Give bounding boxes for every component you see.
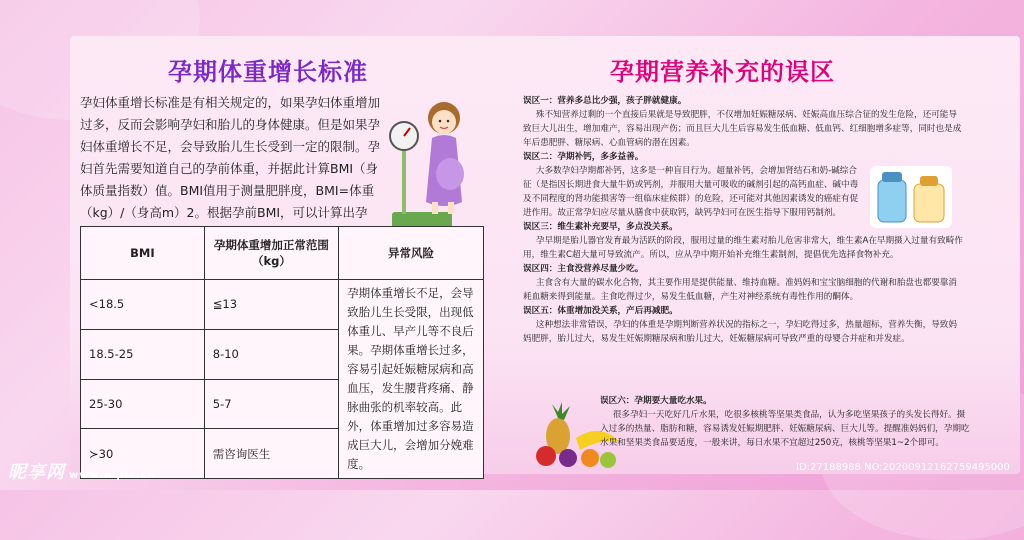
watermark-url: www.nipic.cn — [69, 470, 156, 481]
watermark-logo — [8, 458, 156, 484]
header-risk: 异常风险 — [339, 227, 484, 280]
bmi-weight-table — [80, 226, 484, 479]
table-row — [81, 280, 484, 330]
header-range: 孕期体重增加正常范围（kg） — [204, 227, 338, 280]
section-heading: 误区四：主食没营养尽量少吃。 — [523, 264, 644, 274]
cell-range: 5-7 — [204, 379, 338, 429]
cell-bmi: <18.5 — [81, 280, 205, 330]
section-6-heading-row — [600, 394, 972, 408]
section-heading: 误区三：维生素补充要早，多点没关系。 — [523, 222, 678, 232]
section-heading: 误区二：孕期补钙，多多益善。 — [523, 152, 644, 162]
section-1 — [523, 94, 963, 108]
right-title: 孕期营养补充的误区 — [610, 58, 835, 86]
left-title: 孕期体重增长标准 — [168, 58, 368, 86]
section-body: 殊不知营养过剩的一个直接后果就是导致肥胖，不仅增加妊娠糖尿病、妊娠高血压综合征的发生危险，还可能导致巨大儿出生，增加难产，容易出现产伤；而且巨大儿生后容易发生低血糖、低血钙、红细胞增多症等，同时也是成年后患肥胖、糖尿病、心血管病的潜在因素。 — [523, 110, 962, 148]
section-heading: 误区一：营养多总比少强，孩子胖就健康。 — [523, 96, 687, 106]
section-6 — [600, 394, 972, 450]
section-body: 这种想法非常错误，孕妇的体重是孕期判断营养状况的指标之一，孕妇吃得过多，热量超标，营养失衡，导致妈妈肥胖，胎儿过大，易发生妊娠期糖尿病和胎儿过大，妊娠糖尿病可导致严重的母婴合并症和并发症。 — [523, 320, 957, 344]
intro-paragraph: 孕妇体重增长标准是有相关规定的，如果孕妇体重增加过多，反而会影响孕妇和胎儿的身体健康。但是如果孕妇体重增长不足，会导致胎儿生长受到一定的限制。孕妇首先需要知道自己的孕前体重，并据此计算BMI（身体质量指数）值。BMI值用于测量肥胖度，BMI=体重（kg）/（身高m）2。根据孕前BMI，可以计算出孕 — [80, 95, 381, 220]
section-4 — [523, 262, 963, 276]
cell-bmi: 25-30 — [81, 379, 205, 429]
section-body: 很多孕妇一天吃好几斤水果，吃很多核桃等坚果类食品，认为多吃坚果孩子的头发长得好。摄入过多的热量、脂肪和糖，容易诱发妊娠期肥胖、妊娠糖尿病、巨大儿等。提醒准妈妈们，孕期吃水果和坚果类食品要适度，一般来讲，每日水果不宜超过250克，核桃等坚果1~2个即可。 — [600, 410, 970, 448]
section-body: 孕早期是胎儿器官发育最为活跃的阶段，服用过量的维生素对胎儿危害非常大，维生素A在早期摄入过量有致畸作用，维生素C超大量可导致流产。所以，应从孕中期开始补充维生素制剂，提倡优先选择食物补充。 — [523, 236, 963, 260]
watermark-id: ID:27188988 NO:20200912162759495000 — [796, 462, 1010, 473]
table-header-row — [81, 227, 484, 280]
cell-bmi: ≻30 — [81, 429, 205, 479]
intro-text — [80, 92, 380, 246]
section-body: 主食含有大量的碳水化合物，其主要作用是提供能量、维持血糖。准妈妈和宝宝脑细胞的代谢和胎盘也都要靠消耗血糖来得到能量。主食吃得过少，易发生低血糖，产生对神经系统有毒性作用的酮体。 — [523, 278, 957, 302]
section-heading: 误区六：孕期要大量吃水果。 — [600, 396, 712, 406]
header-bmi: BMI — [81, 227, 205, 280]
section-5 — [523, 304, 963, 318]
calcium-bottles-illustration — [870, 166, 952, 228]
watermark-logo-text: 昵享网 — [8, 462, 65, 483]
cell-range: 8-10 — [204, 329, 338, 379]
cell-range: 需咨询医生 — [204, 429, 338, 479]
cell-range: ≦13 — [204, 280, 338, 330]
section-heading: 误区五：体重增加没关系，产后再减肥。 — [523, 306, 678, 316]
cell-bmi: 18.5-25 — [81, 329, 205, 379]
cell-risk: 孕期体重增长不足，会导致胎儿生长受限，出现低体重儿、早产儿等不良后果。孕期体重增长过多，容易引起妊娠糖尿病和高血压，发生腰背疼痛、静脉曲张的机率较高。此外，体重增加过多容易造成巨大儿，会增加分娩难度。 — [339, 280, 484, 479]
pregnant-woman-scale-illustration — [388, 92, 474, 240]
section-2 — [523, 150, 963, 164]
section-body: 大多数孕妇孕期都补钙，这多是一种盲目行为。超量补钙，会增加肾结石和奶-碱综合征（是指因长期进食大量牛奶或钙剂，并服用大量可吸收的碱剂引起的高钙血症、碱中毒及不同程度的肾功能损害等一组临床症候群）的危险，还可能对其他因素诱发的癌症有促进作用。故正常孕妇应尽量从膳食中获取钙，缺钙孕妇可在医生指导下服用钙制剂。 — [523, 166, 859, 218]
